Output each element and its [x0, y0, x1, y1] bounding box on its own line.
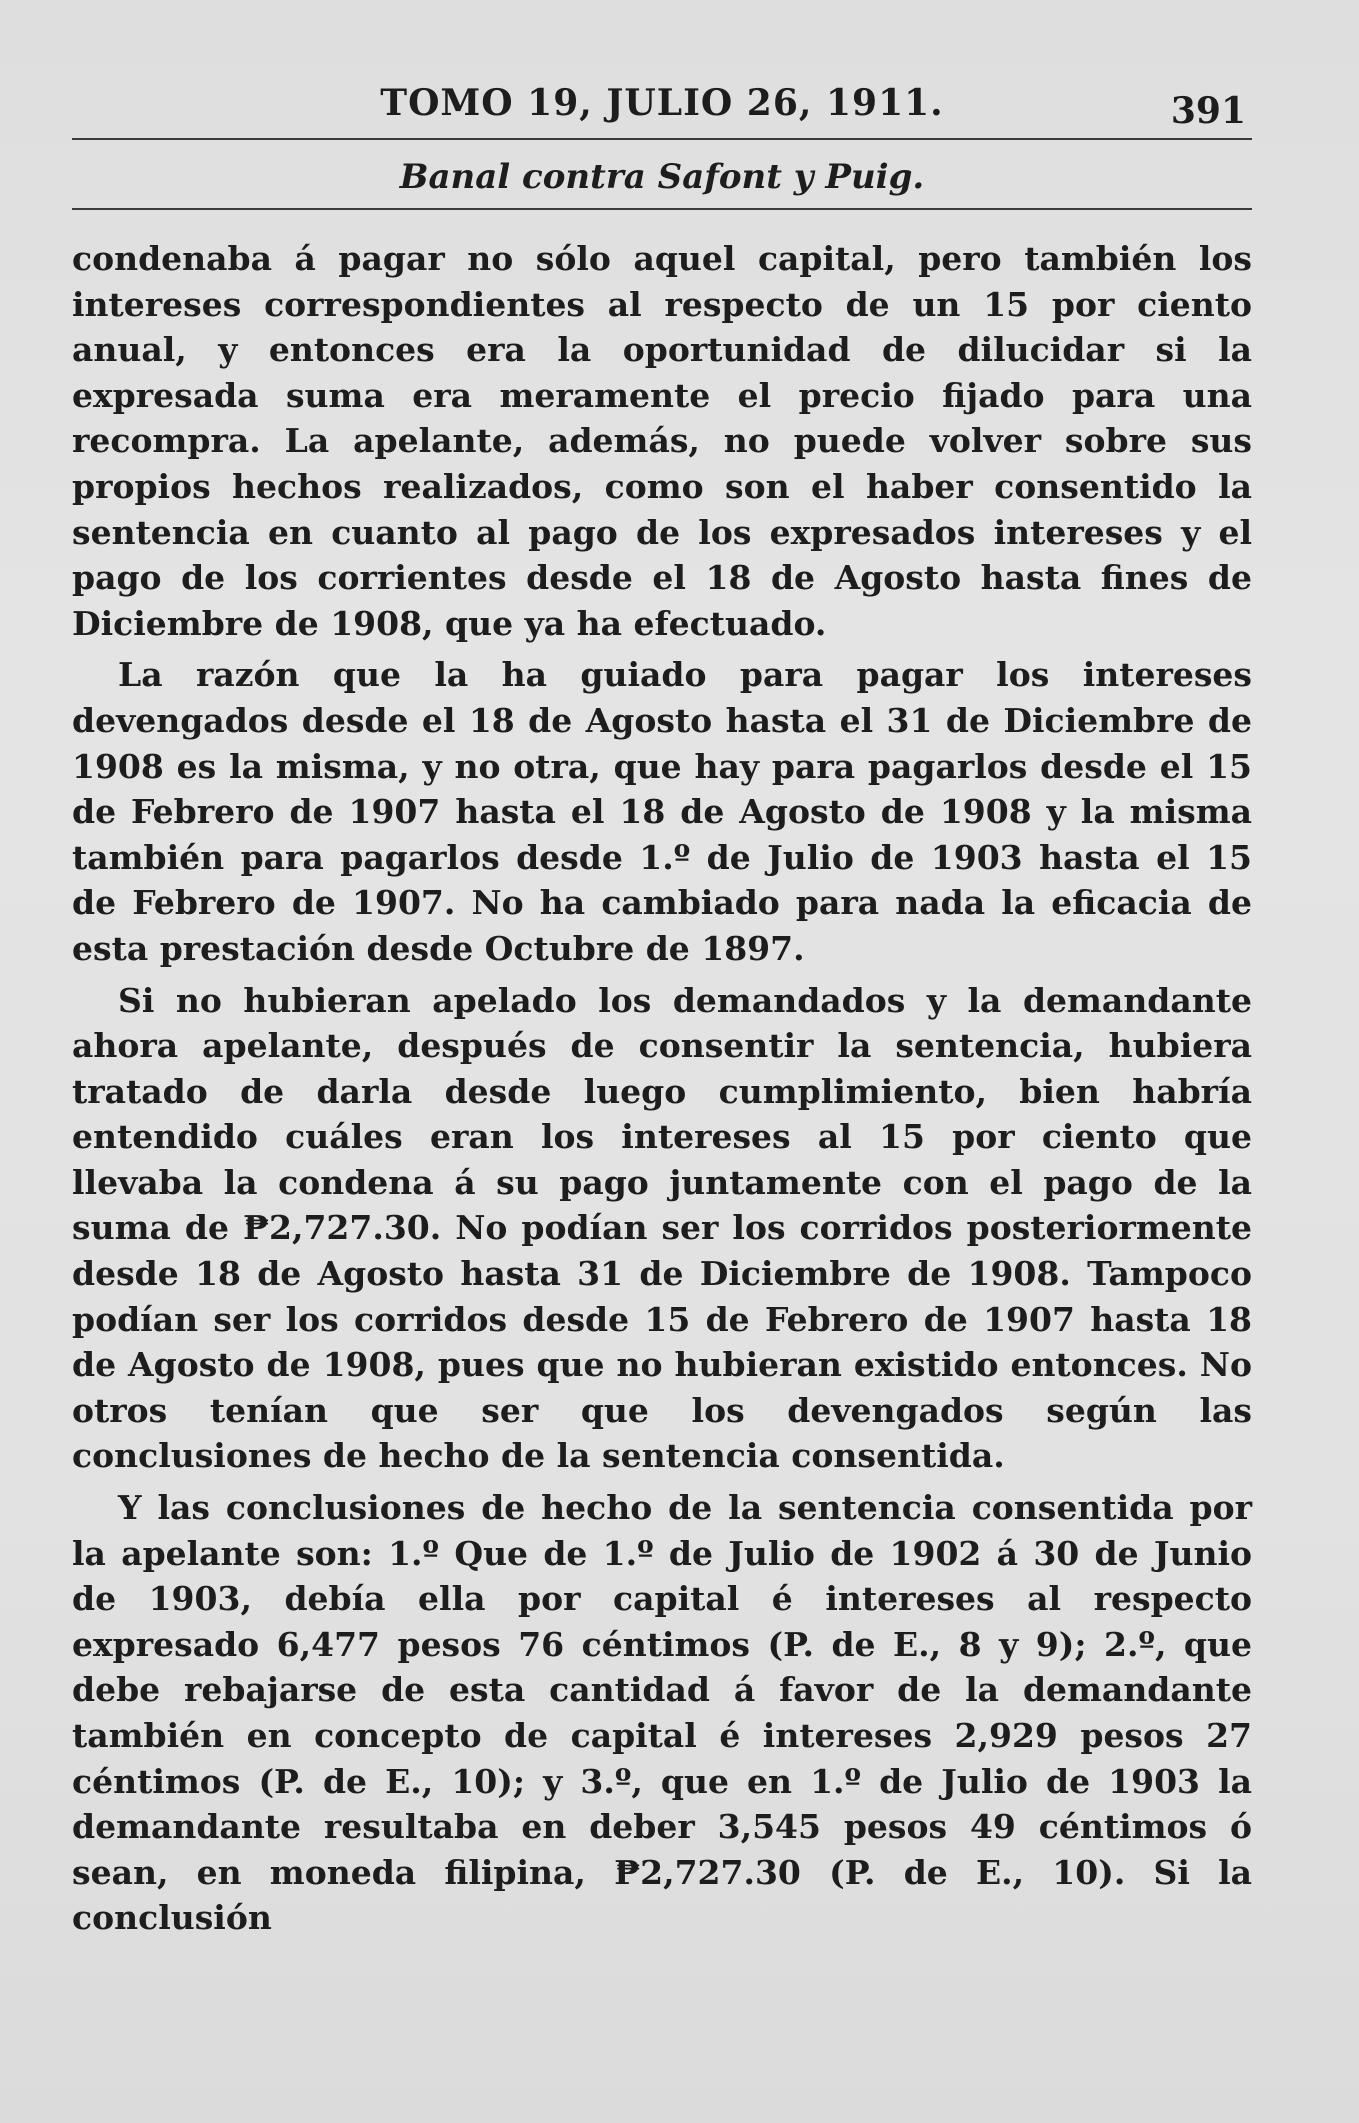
header-rule [72, 138, 1252, 140]
body-text [72, 236, 1252, 1941]
page-number: 391 [1170, 90, 1246, 132]
paragraph-4: Y las conclusiones de hecho de la sentencia consentida por la apelante son: 1.º Que de 1.º de Julio de 1902 á 30 de Junio de 1903, debía ella por capital é intereses al respecto expresado 6,477 pesos 76 céntimos (P. de E., 8 y 9); 2.º, que debe rebajarse de esta cantidad á favor de la demandante también en concepto de capital é intereses 2,929 pesos 27 céntimos (P. de E., 10); y 3.º, que en 1.º de Julio de 1903 la demandante resultaba en deber 3,545 pesos 49 céntimos ó sean, en moneda filipina, ₱2,727.30 (P. de E., 10). Si la conclusión [72, 1488, 1252, 1938]
running-head [72, 60, 1252, 138]
paragraph-2: La razón que la ha guiado para pagar los intereses devengados desde el 18 de Agosto hasta el 31 de Diciembre de 1908 es la misma, y no otra, que hay para pagarlos desde el 15 de Febrero de 1907 hasta el 18 de Agosto de 1908 y la misma también para pagarlos desde 1.º de Julio de 1903 hasta el 15 de Febrero de 1907. No ha cambiado para nada la eficacia de esta prestación desde Octubre de 1897. [72, 655, 1252, 968]
paragraph-1: condenaba á pagar no sólo aquel capital, pero también los intereses correspondientes al respecto de un 15 por ciento anual, y entonces era la oportunidad de dilucidar si la expresada suma era meramente el precio fijado para una recompra. La apelante, además, no puede volver sobre sus propios hechos realizados, como son el haber consentido la sentencia en cuanto al pago de los expresados intereses y el pago de los corrientes desde el 18 de Agosto hasta fines de Diciembre de 1908, que ya ha efectuado. [72, 239, 1252, 643]
volume-date-header: TOMO 19, JULIO 26, 1911. [380, 82, 944, 124]
paragraph-3: Si no hubieran apelado los demandados y la demandante ahora apelante, después de consentir la sentencia, hubiera tratado de darla desde luego cumplimiento, bien habría entendido cuáles eran los intereses al 15 por ciento que llevaba la condena á su pago juntamente con el pago de la suma de ₱2,727.30. No podían ser los corridos posteriormente desde 18 de Agosto hasta 31 de Diciembre de 1908. Tampoco podían ser los corridos desde 15 de Febrero de 1907 hasta 18 de Agosto de 1908, pues que no hubieran existido entonces. No otros tenían que ser que los devengados según las conclusiones de hecho de la sentencia consentida. [72, 980, 1252, 1476]
case-title: Banal contra Safont y Puig. [399, 157, 925, 197]
page-content [72, 60, 1252, 1941]
case-title-rule [72, 208, 1252, 210]
